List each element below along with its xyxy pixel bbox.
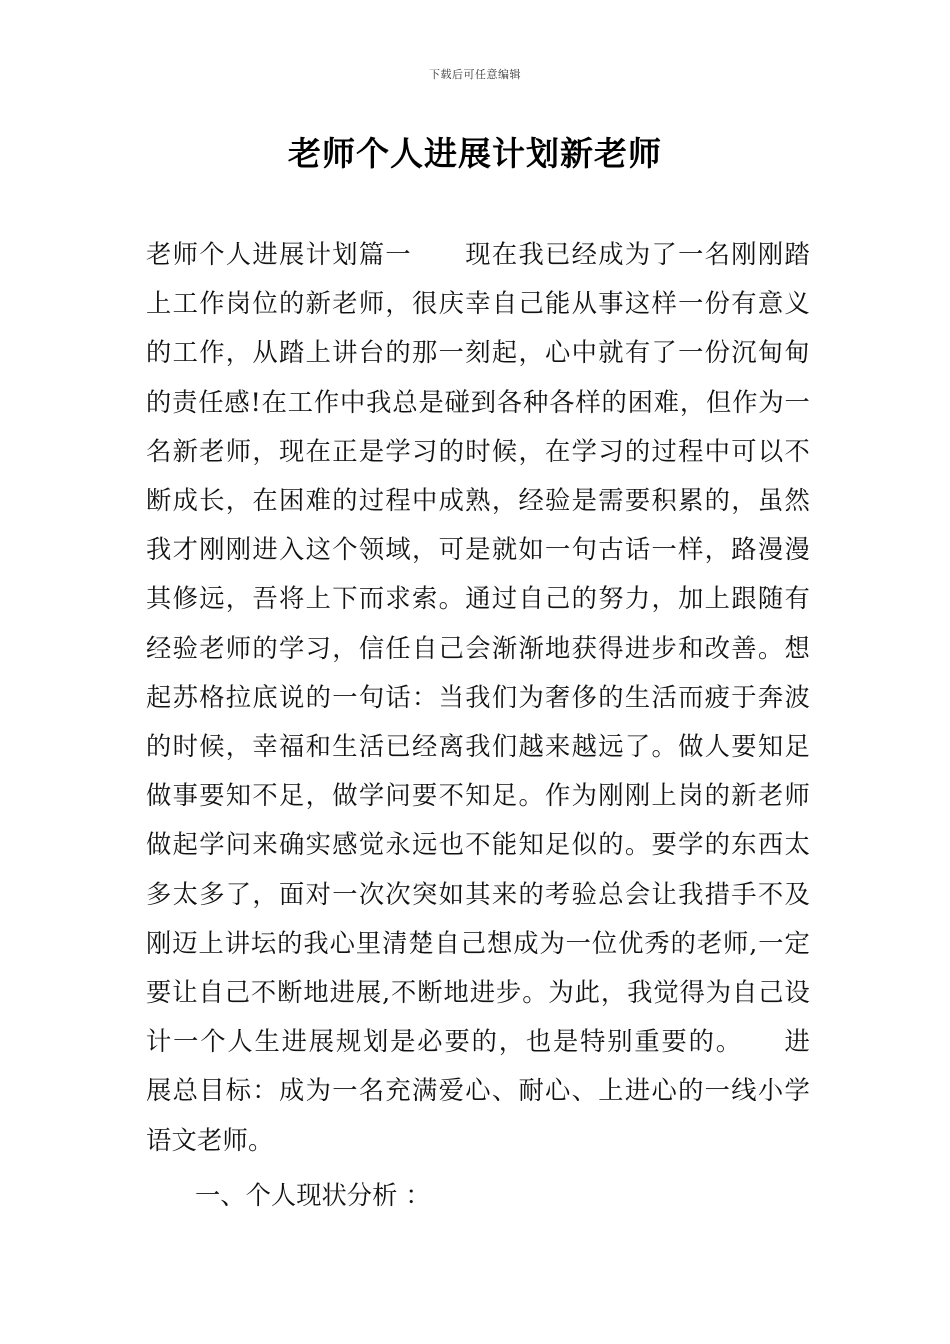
paragraph-line: 的工作，从踏上讲台的那一刻起，心中就有了一份沉甸甸 — [146, 338, 810, 368]
paragraph-line: 的责任感!在工作中我总是碰到各种各样的困难，但作为一 — [146, 387, 810, 417]
paragraph-line: 上工作岗位的新老师，很庆幸自己能从事这样一份有意义 — [146, 289, 810, 319]
paragraph-line: 其修远，吾将上下而求索。通过自己的努力，加上跟随有 — [146, 584, 810, 614]
paragraph-line: 刚迈上讲坛的我心里清楚自己想成为一位优秀的老师,一定 — [146, 928, 810, 958]
document-title: 老师个人进展计划新老师 — [288, 134, 662, 173]
paragraph-line: 起苏格拉底说的一句话：当我们为奢侈的生活而疲于奔波 — [146, 682, 810, 712]
paragraph-line: 做起学问来确实感觉永远也不能知足似的。要学的东西太 — [146, 830, 810, 860]
paragraph-line: 断成长，在困难的过程中成熟，经验是需要积累的，虽然 — [146, 486, 810, 516]
paragraph-line: 计一个人生进展规划是必要的，也是特别重要的。 进 — [146, 1027, 810, 1057]
paragraph-line: 老师个人进展计划篇一 现在我已经成为了一名刚刚踏 — [146, 240, 810, 269]
paragraph-line: 的时候，幸福和生活已经离我们越来越远了。做人要知足 — [146, 732, 810, 762]
paragraph-line: 语文老师。 — [146, 1125, 274, 1155]
body-paragraph — [146, 230, 810, 1165]
paragraph-line: 要让自己不断地进展,不断地进步。为此，我觉得为自己设 — [146, 978, 810, 1008]
paragraph-line: 展总目标：成为一名充满爱心、耐心、上进心的一线小学 — [146, 1076, 810, 1106]
paragraph-line: 多太多了，面对一次次突如其来的考验总会让我措手不及 — [146, 879, 810, 909]
section-heading: 一、个人现状分析 ： — [195, 1181, 431, 1210]
paragraph-line: 经验老师的学习，信任自己会渐渐地获得进步和改善。想 — [146, 633, 810, 663]
header-note: 下载后可任意编辑 — [429, 68, 521, 81]
paragraph-line: 做事要知不足，做学问要不知足。作为刚刚上岗的新老师 — [146, 781, 810, 811]
paragraph-line: 我才刚刚进入这个领域，可是就如一句古话一样，路漫漫 — [146, 535, 810, 565]
paragraph-line: 名新老师，现在正是学习的时候，在学习的过程中可以不 — [146, 436, 810, 466]
